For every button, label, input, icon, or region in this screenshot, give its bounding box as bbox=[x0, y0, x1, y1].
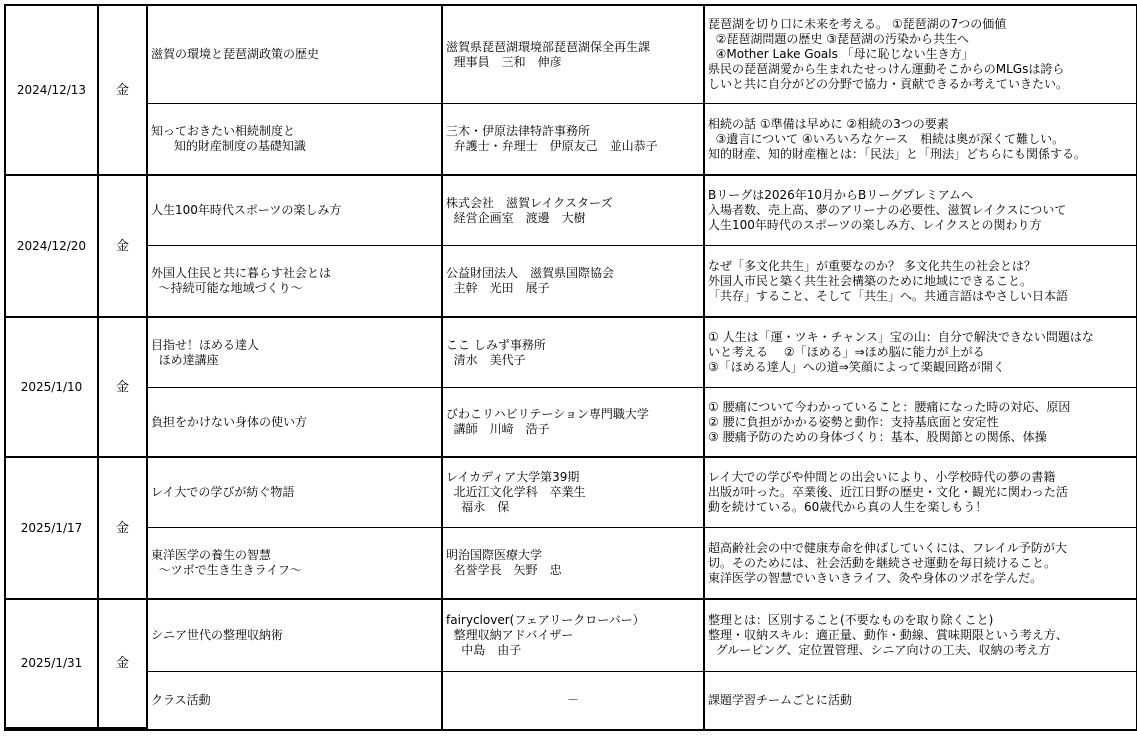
lecture-summary-line: 超高齢社会の中で健康寿命を伸ばしていくには、フレイル予防が大 bbox=[708, 540, 1067, 555]
lecture-summary-line: 県民の琵琶湖愛から生まれたせっけん運動そこからのMLGsは誇ら bbox=[708, 62, 1065, 76]
lecture-summary bbox=[705, 600, 1136, 672]
lecture-summary bbox=[705, 104, 1136, 176]
lecture-summary-line: グルーピング、定位置管理、シニア向けの工夫、収納の考え方 bbox=[708, 643, 1051, 657]
schedule-row bbox=[6, 6, 1136, 104]
lecture-summary-line: ②琵琶湖問題の歴史 ③琵琶湖の汚染から共生へ bbox=[708, 32, 969, 46]
lecture-title-line: シニア世代の整理収納術 bbox=[151, 628, 284, 642]
session-date: 2025/1/31 bbox=[6, 600, 99, 729]
lecture-speaker bbox=[443, 388, 705, 458]
lecture-summary-line: 外国人市民と築く共生社会構築のために地域にできること。 bbox=[708, 273, 1033, 288]
lecture-speaker-line: ここ しみず事務所 bbox=[446, 337, 546, 352]
lecture-summary-line: ① 人生は「運・ツキ・チャンス」宝の山：自分で解決できない問題はな bbox=[708, 330, 1094, 344]
lecture-summary-line: レイ大での学びや仲間との出会いにより、小学校時代の夢の書籍 bbox=[708, 470, 1056, 484]
lecture-title-line: 滋賀の環境と琵琶湖政策の歴史 bbox=[151, 47, 320, 61]
lecture-title bbox=[148, 388, 443, 458]
session-weekday: 金 bbox=[99, 600, 148, 729]
lecture-title bbox=[148, 176, 443, 246]
schedule-row bbox=[6, 388, 1136, 458]
lecture-title-line: 知っておきたい相続制度と bbox=[151, 124, 296, 138]
lecture-summary-line: 整理とは：区別すること(不要なものを取り除くこと) bbox=[708, 613, 994, 627]
lecture-summary bbox=[705, 528, 1136, 600]
lecture-title-line: クラス活動 bbox=[151, 693, 211, 707]
lecture-title-line: 人生100年時代スポーツの楽しみ方 bbox=[151, 203, 342, 217]
lecture-summary bbox=[705, 388, 1136, 458]
lecture-summary-line: いと考える ②「ほめる」⇒ほめ脳に能力が上がる bbox=[708, 345, 985, 359]
lecture-title-line: ～ツボで生き生きライフ～ bbox=[151, 563, 302, 577]
lecture-speaker-line: びわこリハビリテーション専門職大学 bbox=[446, 407, 649, 421]
lecture-speaker-line: 公益財団法人 滋賀県国際協会 bbox=[446, 266, 615, 280]
lecture-summary-line: 人生100年時代のスポーツの楽しみ方、レイクスとの関わり方 bbox=[708, 218, 1042, 232]
lecture-summary-line: 東洋医学の智慧でいきいきライフ、灸や身体のツボを学んだ。 bbox=[708, 570, 1043, 585]
session-date: 2024/12/20 bbox=[6, 176, 99, 318]
session-date: 2024/12/13 bbox=[6, 6, 99, 176]
lecture-title-line: 東洋医学の養生の智慧 bbox=[151, 548, 272, 562]
lecture-speaker bbox=[443, 104, 705, 176]
lecture-speaker-line: 株式会社 滋賀レイクスターズ bbox=[446, 195, 613, 210]
lecture-title-line: 負担をかけない身体の使い方 bbox=[151, 414, 308, 429]
lecture-summary-line: ③遺言について ④いろいろなケース 相続は奥が深くて難しい。 bbox=[708, 131, 1065, 146]
schedule-row bbox=[6, 318, 1136, 388]
schedule-row bbox=[6, 458, 1136, 528]
lecture-speaker-line: 講師 川﨑 浩子 bbox=[446, 422, 550, 436]
lecture-title-line: ほめ達講座 bbox=[151, 352, 219, 367]
session-weekday: 金 bbox=[99, 458, 148, 600]
lecture-speaker bbox=[443, 458, 705, 528]
lecture-summary bbox=[705, 672, 1136, 729]
lecture-speaker-line: 中島 由子 bbox=[446, 643, 522, 657]
schedule-row bbox=[6, 528, 1136, 600]
lecture-summary bbox=[705, 318, 1136, 388]
lecture-speaker bbox=[443, 246, 705, 318]
lecture-schedule-table bbox=[4, 4, 1137, 731]
lecture-title-line: 目指せ！ほめる達人 bbox=[151, 337, 260, 352]
lecture-summary-line: 知的財産、知的財産権とは：「民法」と「刑法」どちらにも関係する。 bbox=[708, 146, 1087, 161]
lecture-speaker-line: 清水 美代子 bbox=[446, 352, 526, 367]
lecture-speaker bbox=[443, 176, 705, 246]
lecture-title bbox=[148, 318, 443, 388]
lecture-speaker-line: 三木・伊原法律特許事務所 bbox=[446, 124, 591, 138]
lecture-summary bbox=[705, 458, 1136, 528]
lecture-speaker-line: 北近江文化学科 卒業生 bbox=[446, 485, 586, 499]
schedule-row bbox=[6, 246, 1136, 318]
lecture-speaker-line: 主幹 光田 展子 bbox=[446, 281, 550, 295]
lecture-speaker-line: 経営企画室 渡邊 大樹 bbox=[446, 210, 586, 225]
lecture-summary-line: 相続の話 ①準備は早めに ②相続の3つの要素 bbox=[708, 116, 949, 131]
lecture-speaker bbox=[443, 318, 705, 388]
session-weekday: 金 bbox=[99, 318, 148, 458]
lecture-summary-line: ④Mother Lake Goals 「母に恥じない生き方」 bbox=[708, 47, 974, 61]
schedule-row bbox=[6, 600, 1136, 672]
lecture-summary-line: 課題学習チームごとに活動 bbox=[708, 693, 853, 707]
lecture-summary-line: 出版が叶った。卒業後、近江日野の歴史・文化・観光に関わった活 bbox=[708, 485, 1068, 499]
lecture-speaker-line: レイカディア大学第39期 bbox=[446, 470, 580, 484]
lecture-speaker-line: 名誉学長 矢野 忠 bbox=[446, 563, 562, 577]
lecture-title bbox=[148, 672, 443, 729]
lecture-speaker-line: － bbox=[566, 693, 579, 707]
schedule-row bbox=[6, 176, 1136, 246]
lecture-speaker-line: 明治国際医療大学 bbox=[446, 548, 543, 562]
lecture-speaker-line: 整理収納アドバイザー bbox=[446, 628, 574, 642]
lecture-title-line: レイ大での学びが紡ぐ物語 bbox=[151, 485, 295, 499]
lecture-summary-line: しいと共に自分がどの分野で協力・貢献できるか考えていきたい。 bbox=[708, 77, 1069, 91]
lecture-speaker bbox=[443, 600, 705, 672]
lecture-speaker bbox=[443, 6, 705, 104]
lecture-summary-line: なぜ「多文化共生」が重要なのか？ 多文化共生の社会とは？ bbox=[708, 258, 1036, 273]
lecture-title-line: ～持続可能な地域づくり～ bbox=[151, 281, 303, 295]
lecture-speaker-line: fairyclover(フェアリークローバー） bbox=[446, 613, 645, 627]
lecture-summary-line: 入場者数、売上高、夢のアリーナの必要性、滋賀レイクスについて bbox=[708, 203, 1067, 217]
lecture-title bbox=[148, 246, 443, 318]
lecture-speaker-line: 福永 保 bbox=[446, 500, 510, 514]
schedule-row bbox=[6, 104, 1136, 176]
lecture-title-line: 知的財産制度の基礎知識 bbox=[151, 139, 306, 153]
lecture-summary bbox=[705, 176, 1136, 246]
lecture-speaker bbox=[443, 672, 705, 729]
lecture-summary-line: 動を続けている。60歳代から真の人生を楽しもう！ bbox=[708, 500, 988, 514]
lecture-summary-line: 切。そのためには、社会活動を継続させ運動を毎日続けること。 bbox=[708, 555, 1057, 570]
schedule-body bbox=[6, 6, 1136, 729]
lecture-summary-line: ③「ほめる達人」への道⇒笑顔によって楽観回路が開く bbox=[708, 360, 1005, 374]
lecture-speaker-line: 理事員 三和 伸彦 bbox=[446, 54, 562, 69]
lecture-summary-line: ① 腰痛について今わかっていること：腰痛になった時の対応、原因 bbox=[708, 399, 1071, 414]
lecture-speaker-line: 弁護士・弁理士 伊原友己 並山恭子 bbox=[446, 139, 658, 153]
lecture-summary-line: ② 腰に負担がかかる姿勢と動作：支持基底面と安定性 bbox=[708, 414, 999, 429]
lecture-summary bbox=[705, 246, 1136, 318]
session-weekday: 金 bbox=[99, 6, 148, 176]
lecture-summary-line: 琵琶湖を切り口に未来を考える。 ①琵琶湖の7つの価値 bbox=[708, 17, 1007, 31]
lecture-summary-line: ③ 腰痛予防のための身体づくり：基本、股関節との関係、体操 bbox=[708, 429, 1047, 444]
lecture-summary bbox=[705, 6, 1136, 104]
lecture-title bbox=[148, 600, 443, 672]
lecture-title bbox=[148, 458, 443, 528]
lecture-speaker-line: 滋賀県琵琶湖環境部琵琶湖保全再生課 bbox=[446, 39, 651, 54]
session-date: 2025/1/17 bbox=[6, 458, 99, 600]
lecture-summary-line: 整理・収納スキル：適正量、動作・動線、賞味期限という考え方、 bbox=[708, 628, 1068, 642]
lecture-title-line: 外国人住民と共に暮らす社会とは bbox=[151, 266, 332, 280]
lecture-speaker bbox=[443, 528, 705, 600]
lecture-title bbox=[148, 104, 443, 176]
lecture-title bbox=[148, 6, 443, 104]
lecture-summary-line: 「共存」すること、そして「共生」へ。共通言語はやさしい日本語 bbox=[708, 288, 1069, 303]
lecture-title bbox=[148, 528, 443, 600]
lecture-summary-line: Bリーグは2026年10月からBリーグプレミアムへ bbox=[708, 188, 973, 202]
session-date: 2025/1/10 bbox=[6, 318, 99, 458]
schedule-row bbox=[6, 672, 1136, 729]
session-weekday: 金 bbox=[99, 176, 148, 318]
